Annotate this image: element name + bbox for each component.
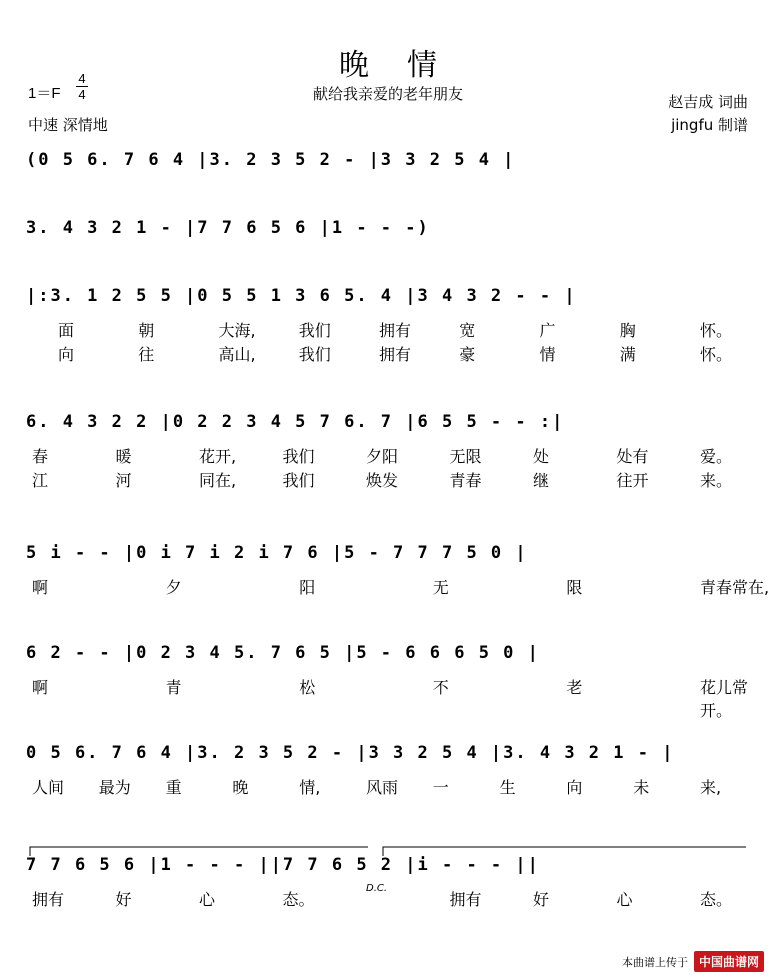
lyric-word: 向 bbox=[58, 345, 75, 364]
lyric-word: 豪 bbox=[459, 345, 476, 364]
lyric-word: 拥有 bbox=[449, 890, 482, 909]
lyric-word: 春 bbox=[32, 447, 49, 466]
lyric-word: 我们 bbox=[298, 345, 331, 364]
lyric-word: 胸 bbox=[619, 321, 636, 340]
lyric-word: 青春常在, bbox=[700, 578, 770, 597]
source-footer bbox=[622, 951, 764, 972]
lyric-word: 夕阳 bbox=[366, 447, 399, 466]
lyric-word: 宽 bbox=[459, 321, 476, 340]
lyric-word: 人间 bbox=[32, 778, 65, 797]
lyric-word: 一 bbox=[432, 778, 449, 797]
lyric-word: 不 bbox=[432, 678, 449, 697]
time-signature-top: 4 bbox=[78, 71, 86, 86]
lyric-word: 拥有 bbox=[379, 321, 412, 340]
lyric-word: 啊 bbox=[32, 678, 49, 697]
lyric-word: 风雨 bbox=[366, 778, 399, 797]
lyric-word: 态。 bbox=[700, 890, 733, 909]
lyric-word: 好 bbox=[533, 890, 550, 909]
notation-row: 6 2 - - |0 2 3 4 5. 7 6 5 |5 - 6 6 6 5 0 | bbox=[26, 643, 540, 663]
lyric-word: 无 bbox=[432, 578, 449, 597]
lyric-word: 拥有 bbox=[32, 890, 65, 909]
lyric-word: 同在, bbox=[199, 471, 237, 490]
lyric-word: 广 bbox=[539, 321, 556, 340]
lyric-word: 焕发 bbox=[366, 471, 399, 490]
lyric-word: 重 bbox=[165, 778, 182, 797]
lyric-word: 朝 bbox=[138, 321, 155, 340]
key-signature: 1＝F bbox=[28, 85, 61, 102]
lyric-word: 晚 bbox=[232, 778, 249, 797]
lyric-word: 限 bbox=[566, 578, 583, 597]
volta-brackets bbox=[28, 841, 748, 851]
lyric-word: 花儿常开。 bbox=[700, 678, 749, 720]
lyric-word: 最为 bbox=[98, 778, 131, 797]
lyric-word: 河 bbox=[115, 471, 132, 490]
lyric-word: 来。 bbox=[700, 471, 733, 490]
notation-row: 0 5 6. 7 6 4 |3. 2 3 5 2 - |3 3 2 5 4 |3. 4 3 2 1 - | bbox=[26, 743, 675, 763]
tempo-marking: 中速 深情地 bbox=[28, 116, 108, 134]
lyric-word: 高山, bbox=[218, 345, 256, 364]
time-signature bbox=[76, 72, 88, 101]
lyric-word: 青春 bbox=[449, 471, 482, 490]
lyric-word: 生 bbox=[499, 778, 516, 797]
lyric-word: 我们 bbox=[282, 447, 315, 466]
lyric-word: 爱。 bbox=[700, 447, 733, 466]
lyric-word: 心 bbox=[199, 890, 216, 909]
lyric-word: 暖 bbox=[115, 447, 132, 466]
lyric-word: 好 bbox=[115, 890, 132, 909]
lyric-word: 往 bbox=[138, 345, 155, 364]
lyric-word: 情, bbox=[299, 778, 321, 797]
lyric-word: 青 bbox=[165, 678, 182, 697]
lyric-word: 江 bbox=[32, 471, 49, 490]
lyric-word: 来, bbox=[700, 778, 722, 797]
lyric-word: 未 bbox=[633, 778, 650, 797]
site-logo[interactable]: 中国曲谱网 bbox=[694, 951, 764, 972]
score-title: 晚情 bbox=[339, 48, 475, 83]
notation-row: 7 7 6 5 6 |1 - - - ||7 7 6 5 2 |i - - - || bbox=[26, 855, 540, 875]
upload-text: 本曲谱上传于 bbox=[621, 955, 688, 969]
lyric-word: 面 bbox=[58, 321, 75, 340]
lyric-word: 心 bbox=[616, 890, 633, 909]
lyric-word: 我们 bbox=[298, 321, 331, 340]
lyric-word: 阳 bbox=[299, 578, 316, 597]
lyric-word: 怀。 bbox=[700, 321, 733, 340]
lyric-word: 情 bbox=[539, 345, 556, 364]
lyric-word: 满 bbox=[619, 345, 636, 364]
time-signature-bottom: 4 bbox=[78, 87, 86, 102]
lyric-word: 处有 bbox=[616, 447, 649, 466]
lyric-word: D.C. bbox=[366, 883, 388, 894]
lyric-word: 我们 bbox=[282, 471, 315, 490]
lyric-word: 处 bbox=[533, 447, 550, 466]
lyric-word: 啊 bbox=[32, 578, 49, 597]
dedication-subtitle: 献给我亲爱的老年朋友 bbox=[312, 85, 463, 103]
lyric-word: 怀。 bbox=[700, 345, 733, 364]
notation-row: 3. 4 3 2 1 - |7 7 6 5 6 |1 - - -) bbox=[26, 218, 430, 238]
notation-row: |:3. 1 2 5 5 |0 5 5 1 3 6 5. 4 |3 4 3 2 - - | bbox=[26, 286, 577, 306]
composer-credit: 赵吉成 词曲 bbox=[668, 93, 748, 111]
lyric-word: 态。 bbox=[282, 890, 315, 909]
notation-row: (0 5 6. 7 6 4 |3. 2 3 5 2 - |3 3 2 5 4 | bbox=[26, 150, 516, 170]
lyric-word: 松 bbox=[299, 678, 316, 697]
lyric-word: 无限 bbox=[449, 447, 482, 466]
lyric-word: 夕 bbox=[165, 578, 182, 597]
arranger-credit: jingfu 制谱 bbox=[671, 116, 748, 134]
lyric-word: 拥有 bbox=[379, 345, 412, 364]
notation-row: 6. 4 3 2 2 |0 2 2 3 4 5 7 6. 7 |6 5 5 - - :| bbox=[26, 412, 565, 432]
lyric-word: 大海, bbox=[218, 321, 256, 340]
lyric-word: 花开, bbox=[199, 447, 237, 466]
lyric-word: 老 bbox=[566, 678, 583, 697]
lyric-word: 继 bbox=[533, 471, 550, 490]
notation-row: 5 i - - |0 i 7 i 2 i 7 6 |5 - 7 7 7 5 0 | bbox=[26, 543, 528, 563]
lyric-word: 往开 bbox=[616, 471, 649, 490]
lyric-word: 向 bbox=[566, 778, 583, 797]
